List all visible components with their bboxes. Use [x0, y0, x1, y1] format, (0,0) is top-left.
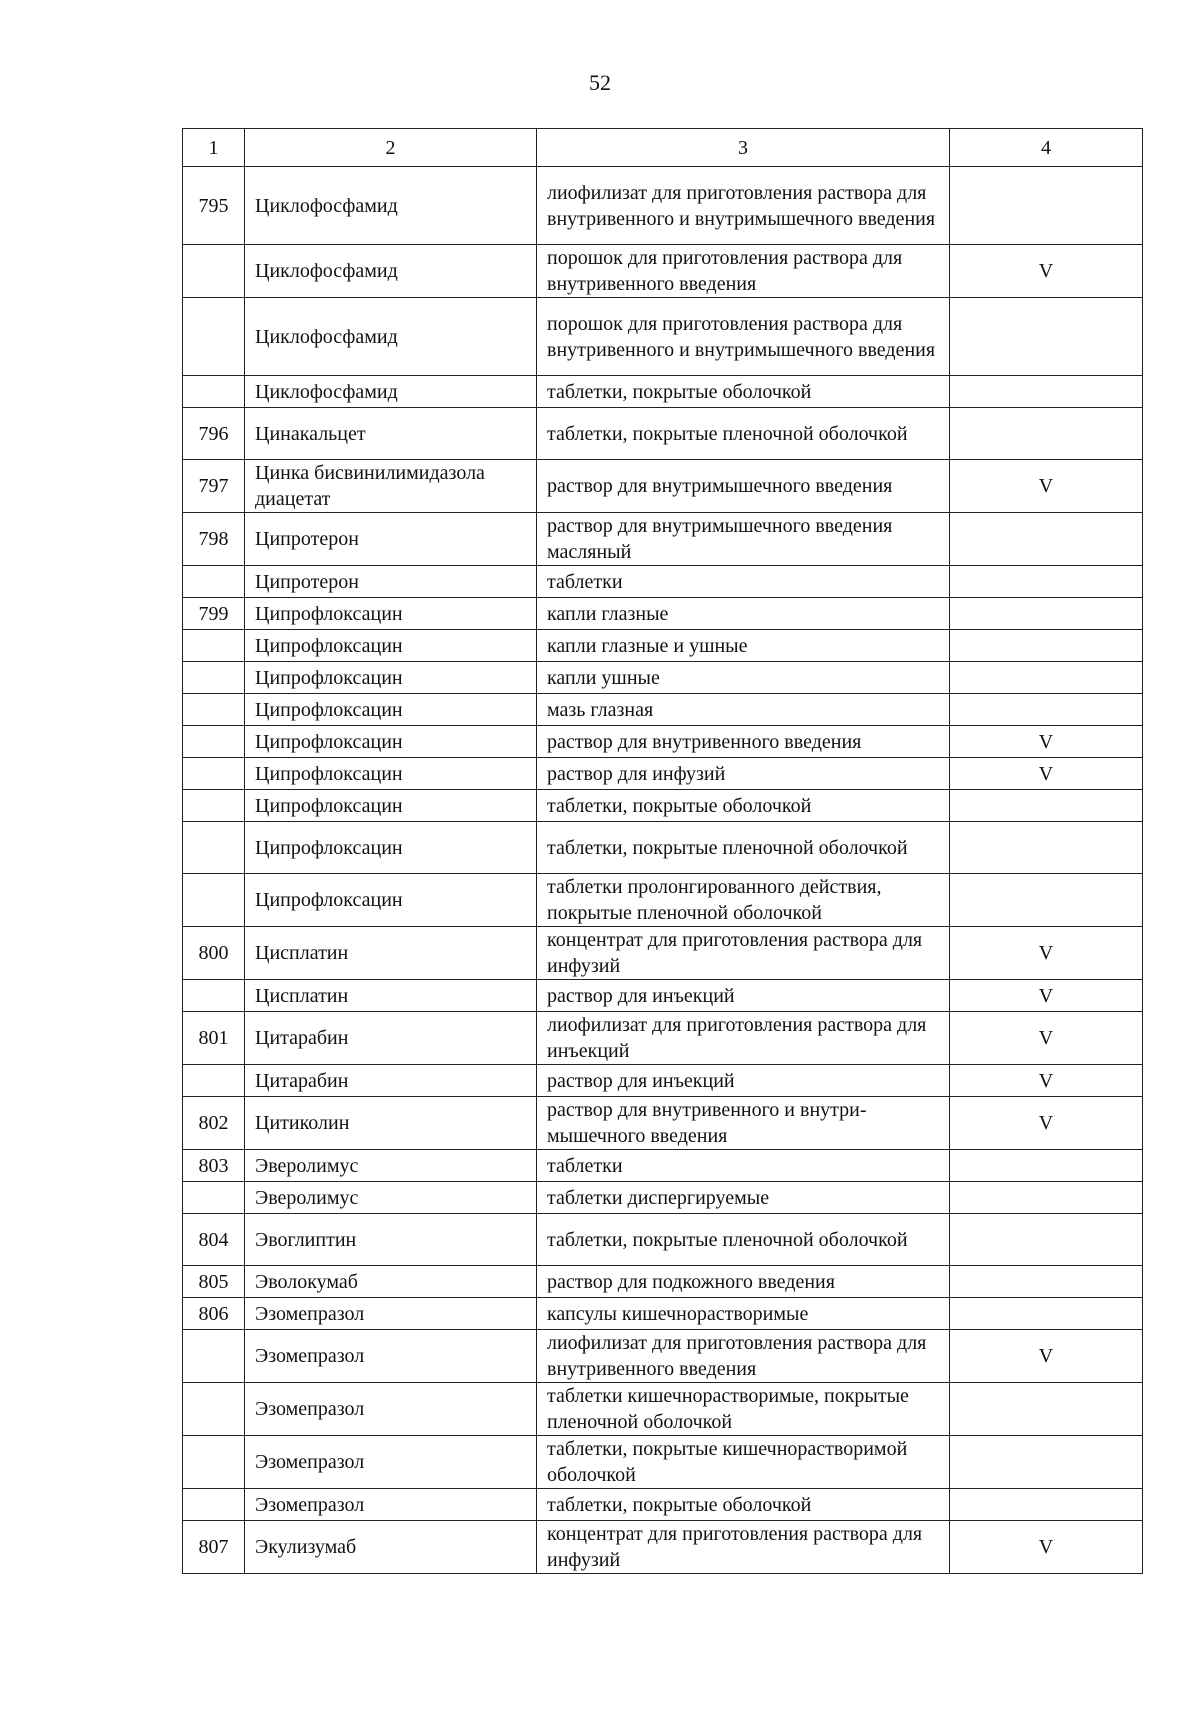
vital-mark: V	[950, 1330, 1143, 1383]
table-row	[183, 1436, 1143, 1489]
drug-name: Ципрофлоксацин	[245, 758, 537, 790]
table-row	[183, 1065, 1143, 1097]
dosage-form: порошок для приготовления раствора для внутривенного и внутримышечного введения	[537, 298, 950, 376]
vital-mark	[950, 662, 1143, 694]
table-row	[183, 245, 1143, 298]
dosage-form: раствор для инъекций	[537, 980, 950, 1012]
table-row	[183, 298, 1143, 376]
vital-mark	[950, 408, 1143, 460]
row-number: 807	[183, 1521, 245, 1574]
dosage-form: капли глазные и ушные	[537, 630, 950, 662]
table-row	[183, 790, 1143, 822]
table-row	[183, 927, 1143, 980]
table-row	[183, 822, 1143, 874]
vital-mark: V	[950, 1521, 1143, 1574]
dosage-form: таблетки, покрытые оболочкой	[537, 376, 950, 408]
vital-mark: V	[950, 1065, 1143, 1097]
row-number: 798	[183, 513, 245, 566]
dosage-form: раствор для внутривенного введения	[537, 726, 950, 758]
drug-name: Эволокумаб	[245, 1266, 537, 1298]
drug-name: Цинакальцет	[245, 408, 537, 460]
table-header-row	[183, 129, 1143, 167]
row-number	[183, 694, 245, 726]
vital-mark	[950, 1150, 1143, 1182]
vital-mark: V	[950, 980, 1143, 1012]
row-number	[183, 630, 245, 662]
table-row	[183, 1150, 1143, 1182]
vital-mark: V	[950, 758, 1143, 790]
row-number	[183, 566, 245, 598]
drug-name: Циклофосфамид	[245, 167, 537, 245]
row-number	[183, 1383, 245, 1436]
table-row	[183, 408, 1143, 460]
drug-name: Цисплатин	[245, 980, 537, 1012]
drug-name: Цитарабин	[245, 1065, 537, 1097]
vital-mark	[950, 598, 1143, 630]
table-row	[183, 1214, 1143, 1266]
vital-mark	[950, 566, 1143, 598]
table-row	[183, 1012, 1143, 1065]
table-row	[183, 874, 1143, 927]
vital-mark: V	[950, 1097, 1143, 1150]
row-number: 803	[183, 1150, 245, 1182]
row-number: 796	[183, 408, 245, 460]
drug-name: Цинка бисвинилимидазола диацетат	[245, 460, 537, 513]
drug-name: Ципрофлоксацин	[245, 598, 537, 630]
table-row	[183, 662, 1143, 694]
row-number: 797	[183, 460, 245, 513]
row-number: 804	[183, 1214, 245, 1266]
drug-name: Эзомепразол	[245, 1436, 537, 1489]
vital-mark	[950, 1214, 1143, 1266]
dosage-form: таблетки, покрытые оболочкой	[537, 790, 950, 822]
row-number: 800	[183, 927, 245, 980]
dosage-form: раствор для внутримышечного введения масляный	[537, 513, 950, 566]
row-number: 799	[183, 598, 245, 630]
drug-table	[182, 128, 1143, 1574]
drug-name: Цисплатин	[245, 927, 537, 980]
dosage-form: таблетки, покрытые пленочной оболочкой	[537, 408, 950, 460]
vital-mark	[950, 513, 1143, 566]
vital-mark	[950, 298, 1143, 376]
header-col-3: 3	[537, 129, 950, 167]
row-number: 802	[183, 1097, 245, 1150]
vital-mark	[950, 1266, 1143, 1298]
dosage-form: таблетки пролонгированного действия, покрытые пленочной оболочкой	[537, 874, 950, 927]
dosage-form: лиофилизат для приготовления раствора для инъекций	[537, 1012, 950, 1065]
drug-name: Ципрофлоксацин	[245, 790, 537, 822]
vital-mark	[950, 874, 1143, 927]
dosage-form: таблетки, покрытые оболочкой	[537, 1489, 950, 1521]
vital-mark	[950, 694, 1143, 726]
drug-name: Эверолимус	[245, 1150, 537, 1182]
row-number	[183, 245, 245, 298]
row-number	[183, 298, 245, 376]
dosage-form: таблетки кишечнорастворимые, покрытые пленочной оболочкой	[537, 1383, 950, 1436]
dosage-form: таблетки, покрытые пленочной оболочкой	[537, 1214, 950, 1266]
dosage-form: раствор для подкожного введения	[537, 1266, 950, 1298]
table-row	[183, 1097, 1143, 1150]
row-number	[183, 1182, 245, 1214]
drug-name: Ципрофлоксацин	[245, 630, 537, 662]
page-number: 52	[589, 70, 611, 95]
dosage-form: раствор для внутривенного и внутримышечного введения	[537, 1097, 950, 1150]
row-number	[183, 874, 245, 927]
drug-name: Ципротерон	[245, 566, 537, 598]
vital-mark	[950, 1489, 1143, 1521]
dosage-form: таблетки, покрытые кишечнорастворимой оболочкой	[537, 1436, 950, 1489]
vital-mark: V	[950, 245, 1143, 298]
header-col-1: 1	[183, 129, 245, 167]
row-number: 806	[183, 1298, 245, 1330]
drug-name: Эзомепразол	[245, 1489, 537, 1521]
row-number	[183, 822, 245, 874]
drug-name: Эзомепразол	[245, 1383, 537, 1436]
drug-name: Ципрофлоксацин	[245, 726, 537, 758]
dosage-form: мазь глазная	[537, 694, 950, 726]
row-number: 805	[183, 1266, 245, 1298]
dosage-form: таблетки	[537, 566, 950, 598]
dosage-form: концентрат для приготовления раствора для инфузий	[537, 1521, 950, 1574]
table-row	[183, 1266, 1143, 1298]
drug-name: Ципрофлоксацин	[245, 662, 537, 694]
row-number	[183, 376, 245, 408]
drug-name: Цитиколин	[245, 1097, 537, 1150]
table-row	[183, 1521, 1143, 1574]
dosage-form: раствор для инъекций	[537, 1065, 950, 1097]
drug-name: Циклофосфамид	[245, 245, 537, 298]
vital-mark: V	[950, 460, 1143, 513]
drug-name: Эзомепразол	[245, 1330, 537, 1383]
vital-mark: V	[950, 726, 1143, 758]
table-row	[183, 513, 1143, 566]
row-number: 801	[183, 1012, 245, 1065]
table-row	[183, 598, 1143, 630]
table-row	[183, 758, 1143, 790]
vital-mark	[950, 376, 1143, 408]
row-number	[183, 980, 245, 1012]
vital-mark: V	[950, 1012, 1143, 1065]
vital-mark	[950, 790, 1143, 822]
table-row	[183, 726, 1143, 758]
drug-name: Экулизумаб	[245, 1521, 537, 1574]
vital-mark: V	[950, 927, 1143, 980]
drug-name: Цитарабин	[245, 1012, 537, 1065]
table-row	[183, 1489, 1143, 1521]
row-number	[183, 1065, 245, 1097]
dosage-form: капли ушные	[537, 662, 950, 694]
header-col-4: 4	[950, 129, 1143, 167]
dosage-form: лиофилизат для приготовления раствора для внутривенного и внутримышечного введения	[537, 167, 950, 245]
table-row	[183, 1383, 1143, 1436]
table-row	[183, 630, 1143, 662]
vital-mark	[950, 1383, 1143, 1436]
vital-mark	[950, 1182, 1143, 1214]
dosage-form: раствор для инфузий	[537, 758, 950, 790]
vital-mark	[950, 167, 1143, 245]
drug-name: Ципрофлоксацин	[245, 874, 537, 927]
table-row	[183, 566, 1143, 598]
table-row	[183, 167, 1143, 245]
drug-name: Эверолимус	[245, 1182, 537, 1214]
drug-name: Ципрофлоксацин	[245, 822, 537, 874]
row-number	[183, 790, 245, 822]
vital-mark	[950, 1436, 1143, 1489]
table-row	[183, 1182, 1143, 1214]
vital-mark	[950, 822, 1143, 874]
vital-mark	[950, 630, 1143, 662]
table-row	[183, 460, 1143, 513]
table-body	[183, 167, 1143, 1574]
drug-name: Эвоглиптин	[245, 1214, 537, 1266]
row-number	[183, 1330, 245, 1383]
drug-name: Циклофосфамид	[245, 376, 537, 408]
dosage-form: капсулы кишечнорастворимые	[537, 1298, 950, 1330]
dosage-form: таблетки, покрытые пленочной оболочкой	[537, 822, 950, 874]
dosage-form: концентрат для приготовления раствора для инфузий	[537, 927, 950, 980]
row-number	[183, 726, 245, 758]
dosage-form: таблетки диспергируемые	[537, 1182, 950, 1214]
drug-name: Циклофосфамид	[245, 298, 537, 376]
row-number	[183, 1436, 245, 1489]
dosage-form: капли глазные	[537, 598, 950, 630]
vital-mark	[950, 1298, 1143, 1330]
header-col-2: 2	[245, 129, 537, 167]
table-row	[183, 1330, 1143, 1383]
table-row	[183, 980, 1143, 1012]
dosage-form: порошок для приготовления раствора для внутривенного введения	[537, 245, 950, 298]
dosage-form: лиофилизат для приготовления раствора для внутривенного введения	[537, 1330, 950, 1383]
drug-name: Ципротерон	[245, 513, 537, 566]
dosage-form: раствор для внутримышечного введения	[537, 460, 950, 513]
table-row	[183, 376, 1143, 408]
row-number: 795	[183, 167, 245, 245]
row-number	[183, 662, 245, 694]
row-number	[183, 758, 245, 790]
row-number	[183, 1489, 245, 1521]
table-row	[183, 694, 1143, 726]
drug-name: Эзомепразол	[245, 1298, 537, 1330]
table-row	[183, 1298, 1143, 1330]
drug-name: Ципрофлоксацин	[245, 694, 537, 726]
dosage-form: таблетки	[537, 1150, 950, 1182]
